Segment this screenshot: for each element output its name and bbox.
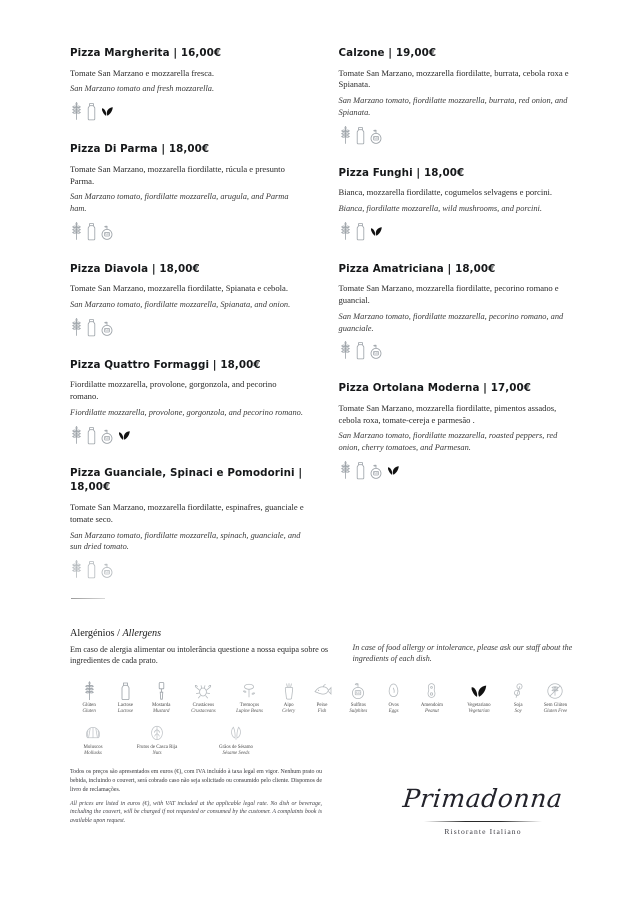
legend-item-gluten-free (533, 681, 578, 716)
section-divider (71, 598, 105, 599)
legend-item-mustard (143, 681, 180, 716)
dish-allergen-icons (70, 425, 307, 445)
crustaceans-icon (193, 681, 213, 701)
gluten-icon (70, 426, 83, 445)
sulphites-icon (100, 318, 114, 337)
dish-allergen-icons (339, 125, 576, 145)
vegetarian-icon (100, 102, 115, 121)
sulphites-icon (369, 126, 383, 145)
legend-label-pt: Amendoim (420, 702, 443, 708)
dish-description-en: San Marzano tomato, fiordilatte mozzarella, Spianata, and onion. (70, 300, 291, 310)
allergens-header (70, 628, 578, 667)
lupine-icon (241, 681, 257, 701)
legend-label-pt: Mostarda (151, 702, 171, 708)
dish-title: Pizza Guanciale, Spinaci e Pomodorini | 18,00€ (70, 466, 303, 494)
fish-icon (312, 681, 332, 701)
celery-icon (282, 681, 296, 701)
menu-column-left (70, 46, 307, 600)
legend-item-lupine (227, 681, 272, 716)
lactose-icon (355, 222, 366, 241)
sesame-icon (227, 723, 245, 743)
legend-item-crustaceans (180, 681, 227, 716)
legend-item-sesame (198, 723, 274, 758)
legend-label-en: Mollusks (84, 750, 102, 756)
legend-item-mollusks (70, 723, 116, 758)
dish-calzone (339, 46, 576, 145)
lactose-icon (355, 341, 366, 360)
lactose-icon (86, 560, 97, 579)
legend-label-pt: Ovos (388, 702, 399, 708)
dish-pizza-diavola (70, 262, 307, 337)
dish-description-en: Fiordilatte mozzarella, provolone, gorgonzola, and pecorino romano. (70, 407, 303, 417)
dish-pizza-amatriciana (339, 262, 576, 361)
svg-text:SO: SO (104, 231, 110, 236)
dish-title: Calzone | 19,00€ (338, 47, 437, 59)
lactose-icon (86, 222, 97, 241)
vegetarian-icon (469, 681, 489, 701)
gluten-icon (70, 560, 83, 579)
lactose-icon (86, 318, 97, 337)
lactose-icon (86, 426, 97, 445)
svg-text:SO: SO (104, 327, 110, 332)
legend-label-en: Eggs (388, 709, 399, 715)
dish-pizza-guanciale-spinaci-pomodorini (70, 466, 307, 579)
legend-item-nuts (116, 723, 198, 758)
legend-label-pt: Vegetariano (467, 702, 491, 708)
legend-item-gluten (70, 681, 108, 716)
legend-item-fish (305, 681, 338, 716)
legal-notice-en: All prices are listed in euros (€), with VAT included at the applicable legal rate. No dish or beverage, including the couvert, will be charged if not requested or consumed by the customer. A complaints book is available upon request. (70, 800, 322, 825)
svg-text:SO: SO (373, 351, 378, 356)
gluten-icon (70, 222, 83, 241)
svg-text:SO: SO (373, 135, 378, 140)
gluten-icon (70, 102, 83, 121)
legend-label-pt: Glúten (82, 702, 96, 708)
legend-label-pt: Moluscos (83, 744, 103, 750)
mollusks-icon (84, 723, 102, 743)
svg-text:SO: SO (355, 690, 361, 695)
brand-subtitle: Ristorante Italiano (444, 827, 522, 836)
sulphites-icon (100, 560, 114, 579)
allergens-note-pt: Em caso de alergia alimentar ou intolerância questione a nossa equipa sobre os ingredientes de cada prato. (70, 645, 329, 666)
dish-allergen-icons (70, 559, 307, 579)
legend-label-pt: Lactose (117, 702, 134, 708)
sulphites-icon (100, 426, 114, 445)
legend-item-eggs (378, 681, 409, 716)
sulphites-icon (100, 222, 114, 241)
dish-allergen-icons (70, 221, 307, 241)
legend-label-en: Crustaceans (191, 709, 216, 715)
dish-pizza-ortolana-moderna (339, 381, 576, 480)
legend-label-pt: Aipo (283, 702, 294, 708)
lactose-icon (86, 102, 97, 121)
dish-description-pt: Tomate San Marzano e mozzarella fresca. (70, 67, 214, 78)
svg-text:SO: SO (104, 435, 110, 440)
allergens-header-pt (70, 628, 331, 667)
legend-label-pt: Tremoços (239, 702, 260, 708)
dish-allergen-icons (339, 340, 576, 360)
legend-label-en: Nuts (152, 750, 162, 756)
dish-description-en: San Marzano tomato and fresh mozzarella. (70, 84, 215, 94)
gluten-icon (339, 461, 352, 480)
dish-description-pt: Tomate San Marzano, mozzarella fiordilatte, pecorino romano e guancial. (338, 283, 559, 306)
dish-description-pt: Tomate San Marzano, mozzarella fiordilatte, rúcula e presunto Parma. (70, 163, 285, 186)
dish-description-en: San Marzano tomato, fiordilatte mozzarella, spinach, guanciale, and sun dried tomato. (70, 530, 301, 552)
dish-allergen-icons (70, 101, 307, 121)
vegetarian-icon (369, 222, 384, 241)
sulphites-icon (369, 461, 383, 480)
dish-title: Pizza Ortolana Moderna | 17,00€ (338, 382, 532, 395)
mustard-icon (156, 681, 167, 701)
dish-title: Pizza Margherita | 16,00€ (70, 47, 222, 59)
dish-description-en: San Marzano tomato, fiordilatte mozzarella, arugula, and Parma ham. (70, 192, 289, 213)
dish-title: Pizza Diavola | 18,00€ (70, 262, 200, 275)
legend-label-pt: Crustáceos (192, 702, 215, 708)
eggs-icon (387, 681, 400, 701)
legend-label-en: Lupine Beans (236, 709, 263, 715)
dish-description-pt: Tomate San Marzano, mozzarella fiordilatte, pimentos assados, cebola roxa, tomate-cereja e parmesão . (338, 402, 557, 425)
allergen-legend (70, 681, 578, 757)
vegetarian-icon (117, 426, 132, 445)
menu-columns (70, 46, 575, 600)
legend-item-lactose (108, 681, 142, 716)
svg-text:SO: SO (104, 569, 110, 574)
gluten-icon (339, 222, 352, 241)
allergens-title-separator: / (114, 628, 123, 639)
legend-label-en: Sésame Seeds (222, 750, 250, 756)
dish-allergen-icons (70, 317, 307, 337)
legend-label-en: Vegetarian (468, 709, 490, 715)
legend-label-pt: Peixe (316, 702, 328, 708)
page-footer (70, 768, 578, 836)
dish-title: Pizza Amatriciana | 18,00€ (338, 262, 496, 275)
dish-description-en: San Marzano tomato, fiordilatte mozzarella, burrata, red onion, and Spianata. (338, 96, 568, 117)
allergens-title-en: Allergens (122, 628, 162, 639)
gluten-icon (339, 341, 352, 360)
legend-label-en: Peanut (424, 709, 439, 715)
menu-column-right (339, 46, 576, 600)
allergens-note-en: In case of food allergy or intolerance, please ask our staff about the ingredients of each dish. (352, 643, 573, 664)
gluten-icon (70, 318, 83, 337)
dish-description-pt: Tomate San Marzano, mozzarella fiordilatte, espinafres, guanciale e tomate seco. (70, 501, 304, 524)
sulphites-icon (350, 681, 366, 701)
dish-title: Pizza Di Parma | 18,00€ (70, 143, 210, 156)
legend-label-en: Celery (282, 709, 296, 715)
dish-pizza-quattro-formaggi (70, 358, 307, 445)
lactose-icon (120, 681, 131, 701)
legend-label-en: Soy (514, 709, 522, 715)
svg-text:SO: SO (373, 470, 378, 475)
legend-label-en: Sulphites (349, 709, 368, 715)
legend-label-pt: Grãos de Sésamo (219, 744, 253, 750)
legend-label-en: Gluten Free (543, 709, 568, 715)
legend-item-vegetarian (454, 681, 503, 716)
dish-description-en: San Marzano tomato, fiordilatte mozzarella, roasted peppers, red onion, cherry tomatoes, and Parmesan. (338, 431, 558, 453)
legend-label-en: Fish (317, 709, 327, 715)
lactose-icon (355, 126, 366, 145)
sulphites-icon (369, 341, 383, 360)
legend-item-celery (272, 681, 305, 716)
legend-label-pt: Frutos de Casca Rija (136, 744, 178, 750)
legend-item-peanut (409, 681, 454, 716)
gluten-icon (83, 681, 96, 701)
allergens-title-pt: Alergénios (70, 628, 115, 639)
gluten-free-icon (545, 681, 565, 701)
allergens-header-en (353, 628, 579, 667)
dish-pizza-margherita (70, 46, 307, 121)
nuts-icon (149, 723, 165, 743)
dish-description-pt: Bianca, mozzarella fiordilatte, cogumelos selvagens e porcini. (338, 187, 553, 198)
dish-allergen-icons (339, 221, 576, 241)
brand-name: Primadonna (401, 784, 565, 813)
legend-label-pt: Sulfitos (350, 702, 366, 708)
vegetarian-icon (386, 461, 401, 480)
dish-title: Pizza Funghi | 18,00€ (338, 166, 465, 179)
legal-notice (70, 768, 322, 836)
allergens-title (70, 628, 331, 639)
soy-icon (511, 681, 525, 701)
legend-label-pt: Sem Glúten (543, 702, 568, 708)
dish-description-pt: Tomate San Marzano, mozzarella fiordilatte, Spianata e cebola. (70, 283, 288, 294)
dish-pizza-funghi (339, 166, 576, 241)
allergens-section (70, 628, 578, 757)
allergen-legend-row-2 (70, 723, 290, 758)
legend-label-en: Lactose (117, 709, 134, 715)
gluten-icon (339, 126, 352, 145)
restaurant-logo (388, 768, 578, 836)
legend-label-pt: Soja (513, 702, 523, 708)
lactose-icon (355, 461, 366, 480)
legend-label-en: Gluten (82, 709, 96, 715)
allergen-legend-row-1 (70, 681, 578, 716)
dish-pizza-di-parma (70, 142, 307, 241)
dish-description-en: Bianca, fiordilatte mozzarella, wild mushrooms, and porcini. (338, 203, 542, 213)
legend-item-soy (503, 681, 532, 716)
dish-description-pt: Tomate San Marzano, mozzarella fiordilatte, burrata, cebola roxa e Spianata. (338, 67, 569, 90)
dish-description-en: San Marzano tomato, fiordilatte mozzarella, pecorino romano, and guanciale. (338, 311, 564, 333)
legend-label-en: Mustard (153, 709, 170, 715)
peanut-icon (425, 681, 438, 701)
legend-item-sulphites (339, 681, 378, 716)
dish-description-pt: Fiordilatte mozzarella, provolone, gorgonzola, and pecorino romano. (70, 379, 277, 402)
dish-allergen-icons (339, 460, 576, 480)
legal-notice-pt: Todos os preços são apresentados em euros (€), com IVA incluído à taxa legal em vigor. Nenhum prato ou bebida, incluindo o couvert, será cobrado caso não seja solicitado ou consumido pelo cliente. Dispomos de livro de reclamações. (70, 769, 322, 793)
dish-title: Pizza Quattro Formaggi | 18,00€ (70, 358, 261, 371)
brand-rule (424, 821, 542, 822)
